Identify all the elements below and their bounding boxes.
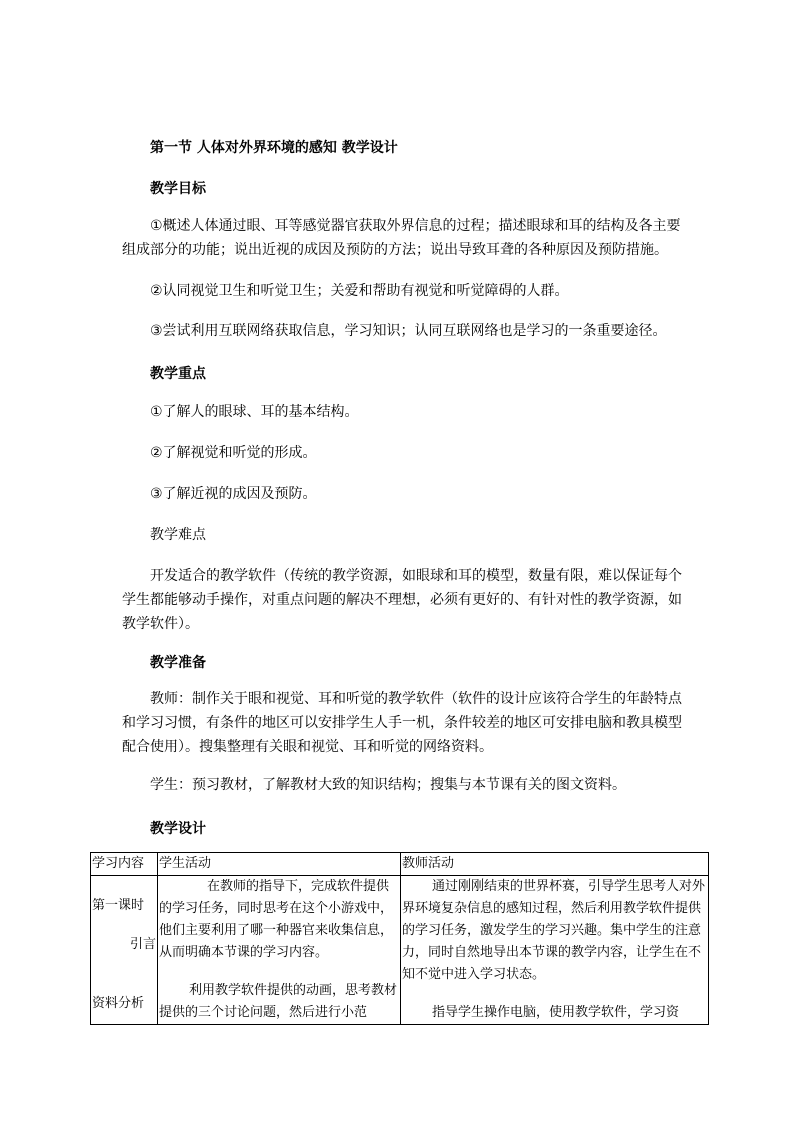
content-intro-label: 引言 — [129, 937, 156, 952]
table-header-row — [91, 853, 709, 876]
objective-item-3: ③尝试利用互联网络获取信息，学习知识；认同互联网络也是学习的一条重要途径。 — [150, 323, 667, 339]
document-title: 第一节 人体对外界环境的感知 教学设计 — [150, 140, 398, 156]
objective-item-1: ①概述人体通过眼、耳等感觉器官获取外界信息的过程；描述眼球和耳的结构及各主要组成部分的功能；说出近视的成因及预防的方法；说出导致耳聋的各种原因及预防措施。 — [122, 218, 681, 258]
content-analysis-label: 资料分析 — [92, 996, 145, 1011]
preparation-teacher: 教师：制作关于眼和视觉、耳和听觉的教学软件（软件的设计应该符合学生的年龄特点和学习习惯，有条件的地区可以安排学生人手一机，条件较差的地区可安排电脑和教具模型配合使用）。搜集整理有关眼和视觉、耳和听觉的网络资料。 — [122, 691, 682, 755]
difficulty-heading: 教学难点 — [150, 527, 206, 543]
table-row — [91, 876, 709, 1025]
student-activity-2: 利用教学软件提供的动画，思考教材提供的三个讨论问题，然后进行小范 — [159, 983, 398, 1020]
design-table — [90, 852, 709, 1025]
key-points-heading: 教学重点 — [150, 366, 206, 382]
objective-item-2: ②认同视觉卫生和听觉卫生；关爱和帮助有视觉和听觉障碍的人群。 — [150, 283, 569, 299]
design-heading: 教学设计 — [150, 821, 206, 837]
preparation-heading: 教学准备 — [150, 655, 206, 671]
content-lesson-label: 第一课时 — [92, 898, 145, 913]
key-point-item-3: ③了解近视的成因及预防。 — [150, 486, 317, 502]
objectives-heading: 教学目标 — [150, 181, 206, 197]
cell-content — [91, 876, 158, 1025]
preparation-student: 学生：预习教材，了解教材大致的知识结构；搜集与本节课有关的图文资料。 — [150, 777, 626, 793]
key-point-item-1: ①了解人的眼球、耳的基本结构。 — [150, 404, 359, 420]
cell-student — [158, 876, 401, 1025]
teacher-activity-1: 通过刚刚结束的世界杯赛，引导学生思考人对外界环境复杂信息的感知过程，然后利用教学软件提供的学习任务，激发学生的学习兴趣。集中学生的注意力，同时自然地导出本节课的教学内容，让学生在不知不觉中进入学习状态。 — [402, 879, 706, 982]
header-content: 学习内容 — [91, 853, 158, 876]
student-activity-1: 在教师的指导下，完成软件提供的学习任务，同时思考在这个小游戏中，他们主要利用了哪一种器官来收集信息，从而明确本节课的学习内容。 — [159, 879, 394, 960]
difficulty-text: 开发适合的教学软件（传统的教学资源，如眼球和耳的模型，数量有限，难以保证每个学生都能够动手操作，对重点问题的解决不理想，必须有更好的、有针对性的教学资源，如教学软件）。 — [122, 568, 682, 632]
key-point-item-2: ②了解视觉和听觉的形成。 — [150, 445, 317, 461]
header-student: 学生活动 — [158, 853, 401, 876]
cell-teacher — [401, 876, 709, 1025]
header-teacher: 教师活动 — [401, 853, 709, 876]
teacher-activity-2: 指导学生操作电脑，使用教学软件，学习资 — [432, 1005, 680, 1020]
